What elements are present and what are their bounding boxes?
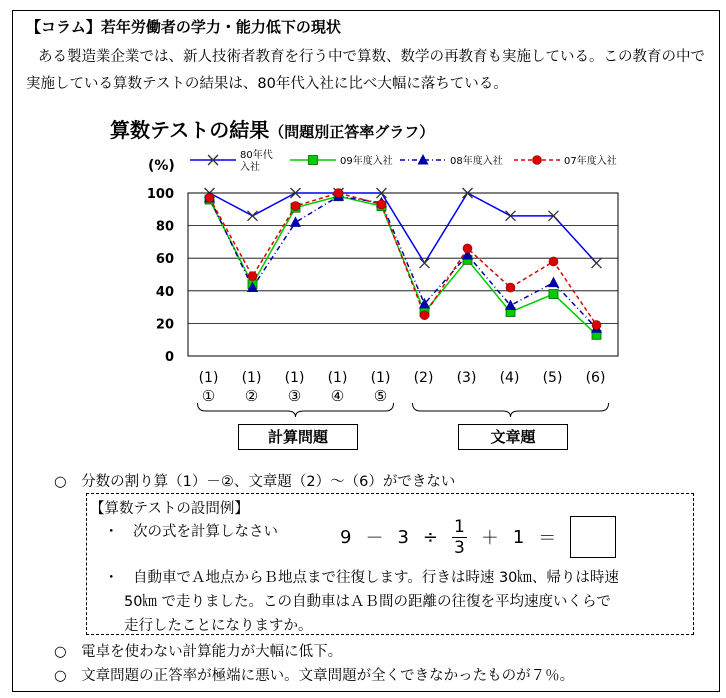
x-tick-label: (1) (241, 370, 262, 386)
x-tick-label: (1) (370, 370, 391, 386)
x-tick-sublabel: ① (201, 387, 216, 405)
legend-label: 80年代 (240, 150, 273, 161)
data-point (248, 272, 257, 281)
y-tick-label: 60 (155, 252, 174, 268)
data-point (549, 290, 558, 299)
legend-label: 08年度入社 (450, 156, 503, 167)
formula-minus: － (365, 528, 384, 549)
bullet-division: ○ 分数の割り算（1）－②、文章題（2）～（6）ができない (54, 474, 456, 490)
x-tick-label: (2) (413, 370, 434, 386)
x-tick-label: (1) (327, 370, 348, 386)
formula-equals: ＝ (538, 528, 557, 549)
legend-marker (533, 156, 542, 165)
formula-term-9: 9 (340, 526, 352, 548)
answer-box (570, 516, 616, 558)
legend (190, 148, 617, 173)
group-label-word-problems: 文章題 (458, 424, 568, 450)
data-point (205, 193, 214, 202)
example-2-text (104, 566, 674, 638)
formula-plus: ＋ (480, 528, 499, 549)
x-tick-label: (6) (585, 370, 606, 386)
example-2-line-2: 50㎞ で走りました。この自動車はＡＢ間の距離の往復を平均速度いくらで (124, 594, 611, 610)
legend-label: 入社 (240, 162, 260, 173)
data-point (463, 244, 472, 253)
example-2-line-1: ・ 自動車でＡ地点からＢ地点まで往復します。行きは時速 30㎞、帰りは時速 (104, 570, 619, 586)
legend-marker (309, 156, 318, 165)
data-point (548, 277, 559, 288)
chart-title-sub: （問題別正答率グラフ） (269, 123, 435, 141)
group-label-calculation: 計算問題 (238, 424, 358, 450)
y-tick-label: 100 (146, 187, 174, 202)
formula-term-1: 1 (512, 526, 525, 548)
formula-fraction (452, 517, 467, 558)
bullet-word-problems: ○ 文章問題の正答率が極端に悪い。文章問題が全くできなかったものが７％。 (54, 668, 575, 684)
y-axis-label: (%) (148, 158, 175, 174)
x-tick-sublabel: ④ (330, 387, 345, 405)
data-point (291, 202, 300, 211)
x-tick-label: (5) (542, 370, 563, 386)
fraction-denominator: 3 (454, 537, 465, 558)
x-tick-sublabel: ⑤ (373, 387, 388, 405)
group-brace (198, 403, 394, 417)
data-point (420, 258, 430, 268)
column-header: 【コラム】若年労働者の学力・能力低下の現状 (26, 18, 341, 36)
data-point (592, 321, 601, 330)
legend-label: 09年度入社 (340, 156, 393, 167)
x-tick-sublabel: ② (244, 387, 259, 405)
data-point (549, 257, 558, 266)
data-point (248, 211, 258, 221)
x-tick-sublabel: ③ (287, 387, 302, 405)
x-tick-label: (4) (499, 370, 520, 386)
data-point (506, 283, 515, 292)
chart-title-main: 算数テストの結果 (110, 118, 270, 142)
x-tick-label: (1) (284, 370, 305, 386)
example-formula (340, 514, 616, 560)
example-title: 【算数テストの設問例】 (90, 501, 249, 517)
data-point (290, 216, 301, 227)
data-point (377, 200, 386, 209)
formula-term-3: 3 (397, 526, 409, 548)
formula-divide: ÷ (422, 526, 438, 548)
example-1-text: ・ 次の式を計算しなさい (104, 524, 278, 540)
data-point (592, 258, 602, 268)
intro-paragraph: ある製造業企業では、新人技術者教育を行う中で算数、数学の再教育も実施している。この教育の中で実施している算数テストの結果は、80年代入社に比べ大幅に落ちている。 (26, 49, 705, 92)
y-tick-label: 40 (155, 284, 174, 300)
data-point (334, 189, 343, 198)
example-2-line-3: 走行したことになりますか。 (124, 618, 313, 634)
fraction-numerator: 1 (454, 516, 465, 537)
series-line (210, 196, 597, 335)
bullet-calculator: ○ 電卓を使わない計算能力が大幅に低下。 (54, 644, 343, 660)
data-point (420, 311, 429, 320)
y-tick-label: 80 (155, 219, 174, 235)
group-brace (413, 403, 609, 417)
plot-area (147, 187, 618, 417)
legend-label: 07年度入社 (564, 156, 617, 167)
x-tick-label: (3) (456, 370, 477, 386)
y-tick-label: 20 (155, 317, 174, 333)
x-tick-label: (1) (198, 370, 219, 386)
y-tick-label: 0 (164, 350, 174, 365)
